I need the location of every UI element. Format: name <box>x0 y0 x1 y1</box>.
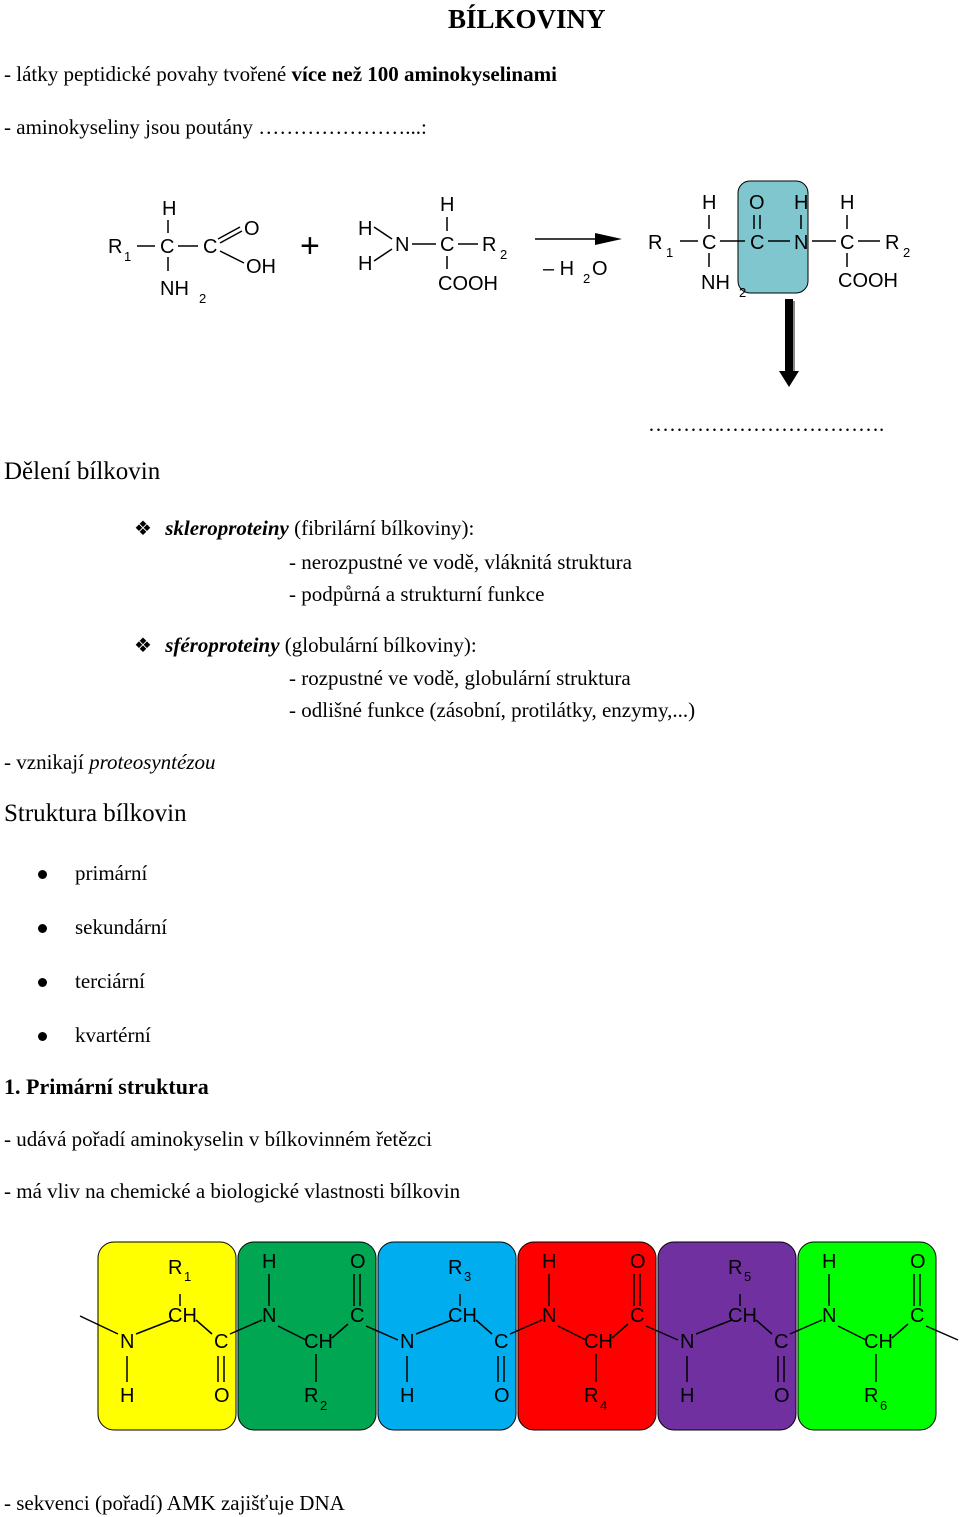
primarni-line: - má vliv na chemické a biologické vlastnosti bílkovin <box>4 1179 461 1203</box>
chain-atom-O: O <box>350 1251 366 1273</box>
chain-atom-H: H <box>822 1251 837 1273</box>
r1-R: R <box>108 236 123 258</box>
chain-atom-O: O <box>494 1385 510 1407</box>
svg-text:C: C <box>750 232 765 254</box>
svg-text:H: H <box>358 218 373 240</box>
peptide-bond-reaction <box>0 175 960 445</box>
chain-atom-R: R <box>304 1385 319 1407</box>
svg-text:C: C <box>840 232 855 254</box>
polypeptide-chain <box>0 1236 960 1436</box>
chain-atom-H: H <box>542 1251 557 1273</box>
chain-atom-C: C <box>494 1331 509 1353</box>
chain-atom-R: R <box>448 1257 463 1279</box>
svg-text:C: C <box>203 236 218 258</box>
chain-atom-C: C <box>774 1331 789 1353</box>
bullet-icon <box>38 924 47 933</box>
class-desc: (globulární bílkoviny): <box>279 633 477 657</box>
svg-text:N: N <box>794 232 809 254</box>
class-detail: - rozpustné ve vodě, globulární struktura <box>289 666 631 690</box>
class-item-skleroproteiny <box>134 516 474 541</box>
svg-text:H: H <box>840 192 855 214</box>
class-item-sferoproteiny <box>134 633 477 658</box>
svg-text:C: C <box>702 232 717 254</box>
svg-text:2: 2 <box>500 247 508 262</box>
svg-text:COOH: COOH <box>838 270 898 292</box>
bullet-icon <box>38 1032 47 1041</box>
blank-dots: ……………………………. <box>648 412 885 436</box>
chain-atom-CH: CH <box>448 1305 477 1327</box>
vznikaji-emph: proteosyntézou <box>89 750 216 774</box>
reaction-arrow <box>535 233 622 286</box>
class-name: sféroproteiny <box>165 633 280 657</box>
class-detail: - nerozpustné ve vodě, vláknitá struktura <box>289 550 632 574</box>
footer-line: - sekvenci (pořadí) AMK zajišťuje DNA <box>4 1491 345 1515</box>
chain-atom-O: O <box>910 1251 926 1273</box>
vznikaji-text: - vznikají <box>4 750 90 774</box>
chain-atom-R: R <box>864 1385 879 1407</box>
svg-text:NH: NH <box>160 278 189 300</box>
chain-r-sub: 6 <box>880 1398 888 1413</box>
class-detail: - podpůrná a strukturní funkce <box>289 582 545 606</box>
vznikaji-line <box>4 750 216 775</box>
svg-text:1: 1 <box>666 245 674 260</box>
chain-atom-N: N <box>680 1331 695 1353</box>
page-title: BÍLKOVINY <box>448 4 606 34</box>
plus-sign: + <box>300 227 320 265</box>
chain-r-sub: 1 <box>184 1269 192 1284</box>
down-arrow-icon <box>779 299 799 387</box>
chain-atom-C: C <box>910 1305 925 1327</box>
svg-text:2: 2 <box>199 291 207 306</box>
bullet-icon <box>38 978 47 987</box>
chain-atom-O: O <box>630 1251 646 1273</box>
class-name: skleroproteiny <box>165 516 289 540</box>
intro-line-1-text: - látky peptidické povahy tvořené <box>4 62 292 86</box>
chain-atom-N: N <box>542 1305 557 1327</box>
struktura-item: primární <box>75 861 148 885</box>
intro-line-1 <box>4 62 557 87</box>
svg-text:OH: OH <box>246 256 276 278</box>
chain-atom-R: R <box>168 1257 183 1279</box>
reactant-1 <box>108 198 276 306</box>
chain-r-sub: 2 <box>320 1398 328 1413</box>
chain-atom-C: C <box>350 1305 365 1327</box>
diamond-bullet-icon: ❖ <box>134 516 152 540</box>
struktura-item: sekundární <box>75 915 168 939</box>
diamond-bullet-icon: ❖ <box>134 633 152 657</box>
svg-text:2: 2 <box>903 245 911 260</box>
section-heading-struktura: Struktura bílkovin <box>4 800 187 827</box>
chain-atom-R: R <box>584 1385 599 1407</box>
svg-text:H: H <box>162 198 177 220</box>
chain-atom-N: N <box>822 1305 837 1327</box>
svg-text:R: R <box>648 232 663 254</box>
section-heading-deleni: Dělení bílkovin <box>4 458 161 485</box>
svg-text:1: 1 <box>124 249 132 264</box>
chain-r-sub: 4 <box>600 1398 608 1413</box>
svg-text:NH: NH <box>701 272 730 294</box>
chain-atom-C: C <box>630 1305 645 1327</box>
svg-text:C: C <box>440 234 455 256</box>
svg-text:N: N <box>395 234 410 256</box>
chain-atom-C: C <box>214 1331 229 1353</box>
struktura-item: kvartérní <box>75 1023 151 1047</box>
chain-r-sub: 3 <box>464 1269 472 1284</box>
class-detail: - odlišné funkce (zásobní, protilátky, enzymy,...) <box>289 698 696 722</box>
svg-text:R: R <box>885 232 900 254</box>
chain-atom-N: N <box>120 1331 135 1353</box>
chain-atom-CH: CH <box>304 1331 333 1353</box>
chain-atom-CH: CH <box>864 1331 893 1353</box>
chain-atom-R: R <box>728 1257 743 1279</box>
chain-atom-O: O <box>774 1385 790 1407</box>
section-heading-primarni: 1. Primární struktura <box>4 1074 209 1099</box>
chain-atom-H: H <box>262 1251 277 1273</box>
primarni-line: - udává pořadí aminokyselin v bílkovinném řetězci <box>4 1127 433 1151</box>
chain-atom-H: H <box>120 1385 135 1407</box>
chain-r-sub: 5 <box>744 1269 752 1284</box>
svg-text:– H: – H <box>543 258 575 280</box>
intro-line-2: - aminokyseliny jsou poutány …………………...: <box>4 115 427 139</box>
svg-text:2: 2 <box>583 271 591 286</box>
chain-atom-O: O <box>214 1385 230 1407</box>
chain-atom-H: H <box>680 1385 695 1407</box>
svg-text:O: O <box>592 258 608 280</box>
svg-text:O: O <box>244 218 260 240</box>
svg-text:O: O <box>749 192 765 214</box>
svg-text:R: R <box>482 234 497 256</box>
reactant-2 <box>358 194 507 295</box>
intro-line-1-emph: více než 100 aminokyselinami <box>291 62 557 86</box>
dipeptide-product <box>648 181 910 300</box>
chain-atom-N: N <box>400 1331 415 1353</box>
svg-text:COOH: COOH <box>438 273 498 295</box>
chain-atom-CH: CH <box>168 1305 197 1327</box>
chain-atom-CH: CH <box>728 1305 757 1327</box>
chain-atom-N: N <box>262 1305 277 1327</box>
class-desc: (fibrilární bílkoviny): <box>288 516 475 540</box>
svg-text:H: H <box>358 253 373 275</box>
chain-atom-CH: CH <box>584 1331 613 1353</box>
svg-text:H: H <box>440 194 455 216</box>
bullet-icon <box>38 870 47 879</box>
svg-text:H: H <box>794 192 809 214</box>
svg-text:H: H <box>702 192 717 214</box>
struktura-item: terciární <box>75 969 145 993</box>
chain-atom-H: H <box>400 1385 415 1407</box>
svg-text:C: C <box>160 236 175 258</box>
svg-text:2: 2 <box>739 285 747 300</box>
